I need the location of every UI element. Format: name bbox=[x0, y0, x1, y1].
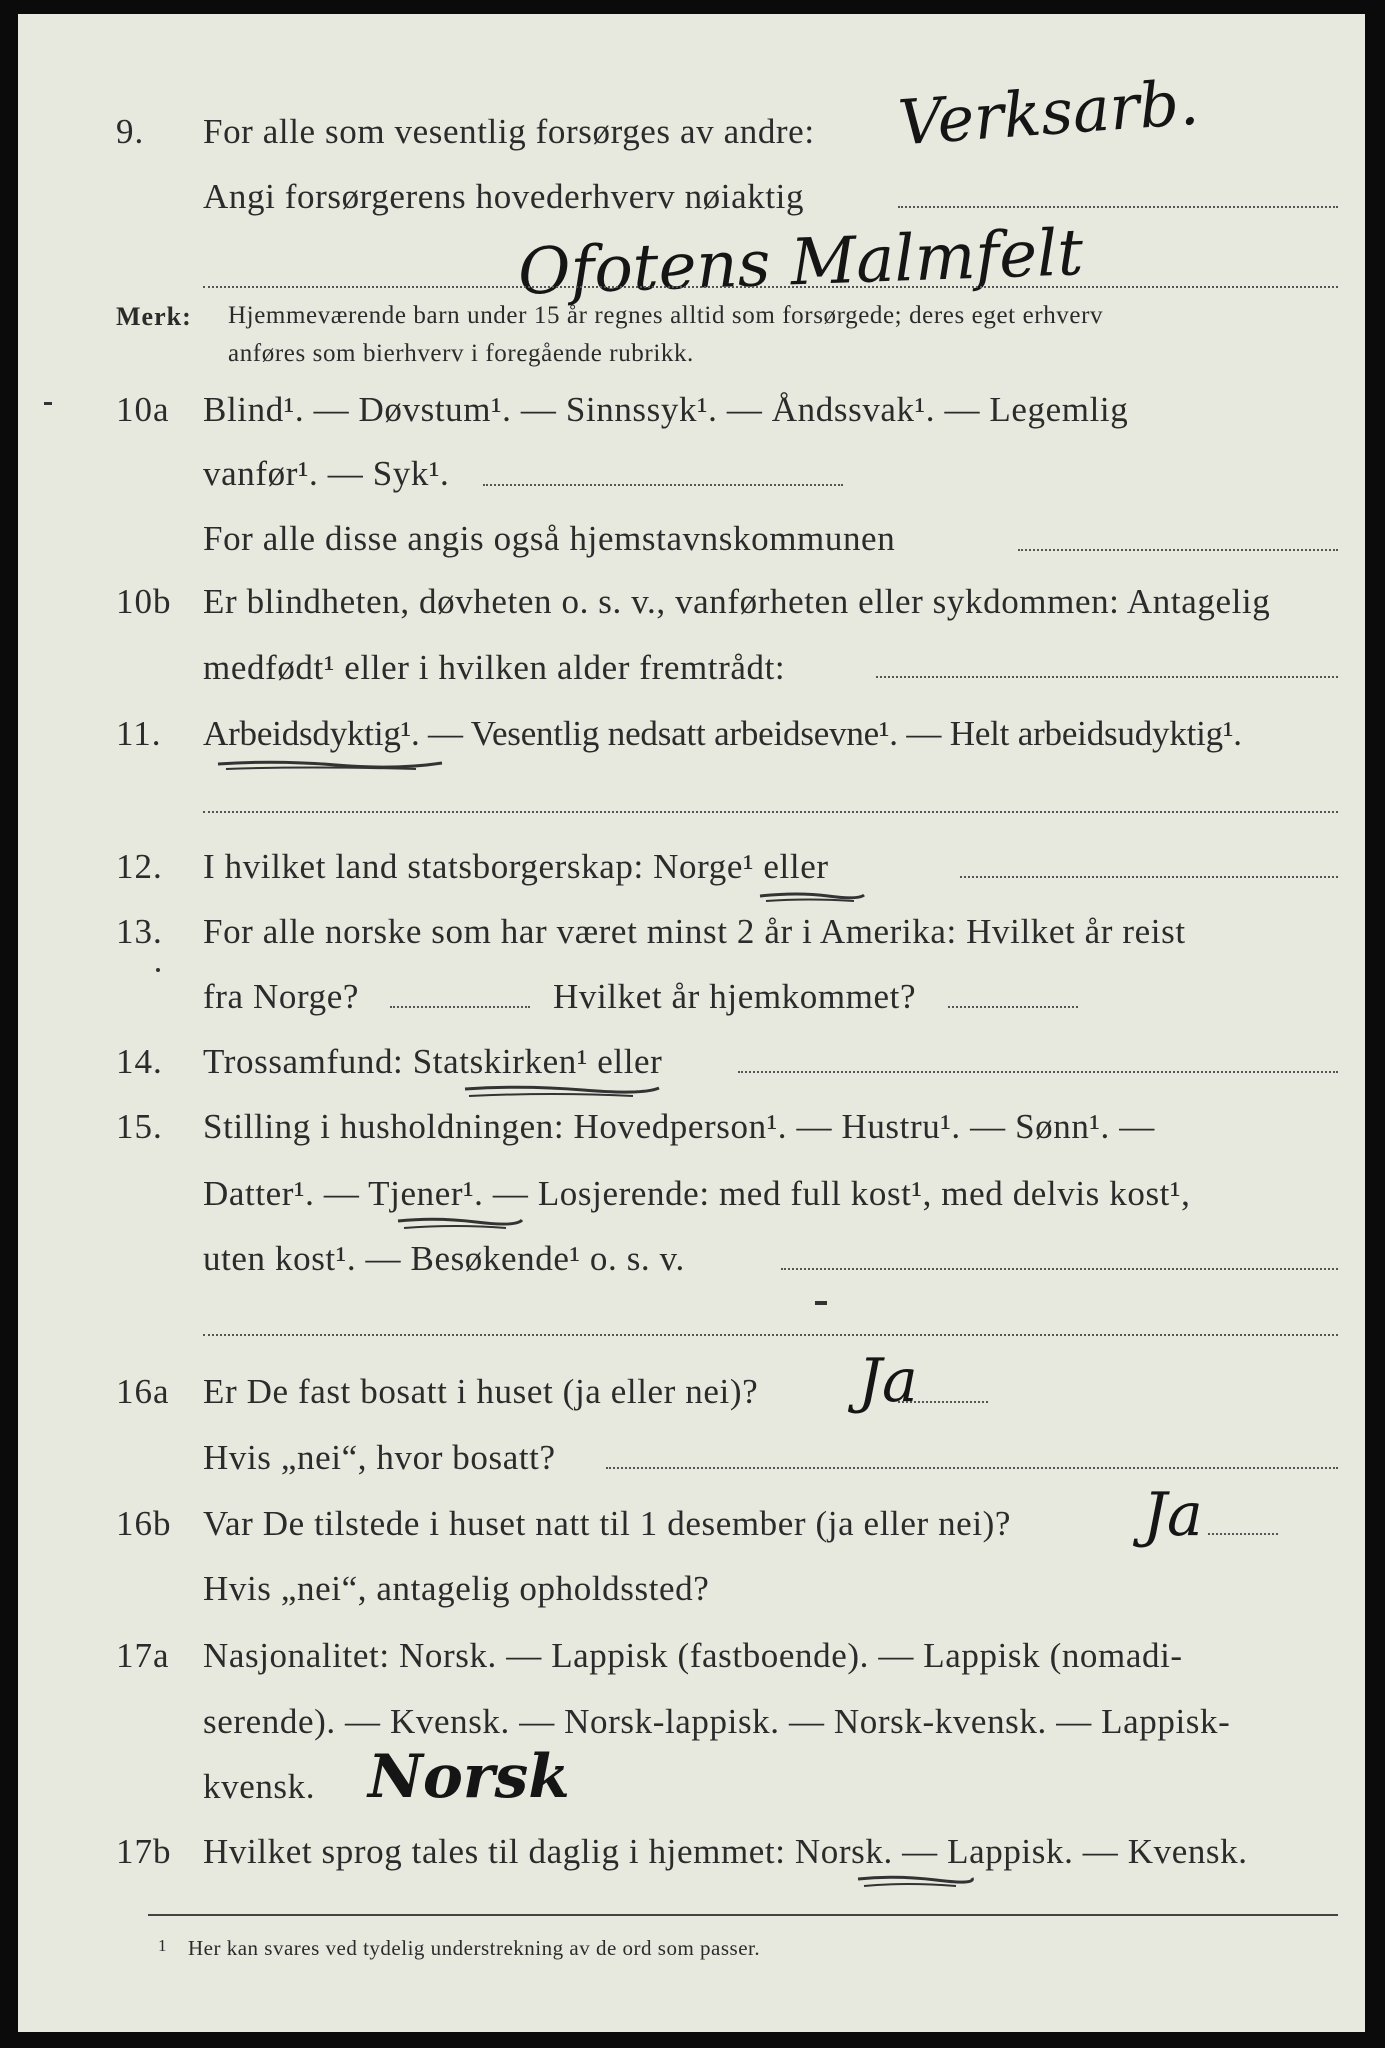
q14-number: 14. bbox=[116, 1042, 163, 1081]
margin-mark bbox=[44, 402, 52, 405]
q16b-number: 16b bbox=[116, 1504, 172, 1543]
merk-label: Merk: bbox=[116, 302, 192, 331]
q10b-line1: Er blindheten, døvheten o. s. v., vanførheten eller sykdommen: Antagelig bbox=[203, 582, 1271, 621]
census-form-page bbox=[18, 14, 1365, 2032]
q9-number: 9. bbox=[116, 112, 145, 151]
q17b-number: 17b bbox=[116, 1832, 172, 1871]
q15-line2: Datter¹. — Tjener¹. — Losjerende: med full kost¹, med delvis kost¹, bbox=[203, 1174, 1191, 1213]
q10b-answer-line bbox=[876, 676, 1338, 678]
q14-underline-statskirken bbox=[463, 1084, 663, 1100]
q13-reist-line bbox=[390, 1006, 530, 1008]
q9-text-line1: For alle som vesentlig forsørges av andre: bbox=[203, 112, 815, 151]
q16a-answer-line bbox=[898, 1401, 988, 1403]
q13-number: 13. bbox=[116, 912, 163, 951]
q11-underline-arbeidsdyktig bbox=[216, 758, 446, 772]
q10a-line2: vanfør¹. — Syk¹. bbox=[203, 454, 450, 493]
q16a-line2: Hvis „nei“, hvor bosatt? bbox=[203, 1438, 556, 1477]
q14-answer-line bbox=[738, 1071, 1338, 1073]
q10a-line3: For alle disse angis også hjemstavnskommunen bbox=[203, 519, 896, 558]
q10b-line2: medfødt¹ eller i hvilken alder fremtrådt: bbox=[203, 648, 786, 687]
footnote-separator bbox=[148, 1914, 1338, 1916]
q16b-handwritten-answer: Ja bbox=[1143, 1480, 1203, 1550]
q17a-line1: Nasjonalitet: Norsk. — Lappisk (fastboende). — Lappisk (nomadi- bbox=[203, 1636, 1183, 1675]
q9-handwritten-occupation: Verksarb. bbox=[895, 65, 1201, 160]
q17a-line3: kvensk. bbox=[203, 1767, 316, 1806]
q15-number: 15. bbox=[116, 1107, 163, 1146]
footnote-text: Her kan svares ved tydelig understrekning av de ord som passer. bbox=[188, 1936, 761, 1960]
q15-answer-line2 bbox=[203, 1334, 1338, 1336]
q17b-line1: Hvilket sprog tales til daglig i hjemmet: Norsk. — Lappisk. — Kvensk. bbox=[203, 1832, 1248, 1871]
q9-answer-line2 bbox=[203, 286, 1338, 288]
q10a-number: 10a bbox=[116, 390, 170, 429]
merk-line1: Hjemmeværende barn under 15 år regnes alltid som forsørgede; deres eget erhverv bbox=[228, 302, 1104, 329]
q10a-syk-line bbox=[483, 484, 843, 486]
q13-line1: For alle norske som har været minst 2 år i Amerika: Hvilket år reist bbox=[203, 912, 1186, 951]
q17a-handwritten-answer: Norsk bbox=[368, 1742, 570, 1812]
footnote-mark: 1 bbox=[158, 1936, 167, 1955]
q11-line1: Arbeidsdyktig¹. — Vesentlig nedsatt arbeidsevne¹. — Helt arbeidsudyktig¹. bbox=[203, 714, 1242, 753]
q14-line1: Trossamfund: Statskirken¹ eller bbox=[203, 1042, 663, 1081]
q12-answer-line bbox=[960, 876, 1338, 878]
q10a-kommune-line bbox=[1018, 549, 1338, 551]
q11-answer-line bbox=[203, 811, 1338, 813]
q16a-line1: Er De fast bosatt i huset (ja eller nei)? bbox=[203, 1372, 759, 1411]
margin-dot bbox=[156, 968, 160, 972]
q12-line1: I hvilket land statsborgerskap: Norge¹ eller bbox=[203, 847, 829, 886]
stray-mark bbox=[815, 1301, 827, 1305]
q16a-number: 16a bbox=[116, 1372, 170, 1411]
q9-text-line2: Angi forsørgerens hovederhverv nøiaktig bbox=[203, 177, 805, 216]
q17b-underline-norsk bbox=[856, 1874, 976, 1890]
q15-line3: uten kost¹. — Besøkende¹ o. s. v. bbox=[203, 1239, 685, 1278]
q15-line1: Stilling i husholdningen: Hovedperson¹. — Hustru¹. — Sønn¹. — bbox=[203, 1107, 1155, 1146]
q10a-line1: Blind¹. — Døvstum¹. — Sinnssyk¹. — Åndssvak¹. — Legemlig bbox=[203, 390, 1129, 429]
q16b-line1: Var De tilstede i huset natt til 1 desember (ja eller nei)? bbox=[203, 1504, 1012, 1543]
q13-line2a: fra Norge? bbox=[203, 977, 359, 1016]
q12-number: 12. bbox=[116, 847, 163, 886]
q12-underline-norge bbox=[758, 890, 868, 904]
q13-line2b: Hvilket år hjemkommet? bbox=[553, 977, 917, 1016]
q17a-number: 17a bbox=[116, 1636, 170, 1675]
q16a-handwritten-answer: Ja bbox=[858, 1346, 918, 1416]
q15-answer-line bbox=[781, 1268, 1338, 1270]
q10b-number: 10b bbox=[116, 582, 172, 621]
q16b-answer-line bbox=[1208, 1533, 1278, 1535]
q11-number: 11. bbox=[116, 714, 162, 753]
q16a-bosatt-line bbox=[606, 1467, 1338, 1469]
q9-answer-line bbox=[898, 206, 1338, 208]
q13-hjemkommet-line bbox=[948, 1006, 1078, 1008]
q16b-line2: Hvis „nei“, antagelig opholdssted? bbox=[203, 1569, 710, 1608]
q9-handwritten-employer: Ofotens Malmfelt bbox=[516, 216, 1085, 310]
q15-underline-tjener bbox=[396, 1216, 526, 1232]
q17a-line2: serende). — Kvensk. — Norsk-lappisk. — Norsk-kvensk. — Lappisk- bbox=[203, 1702, 1231, 1741]
merk-line2: anføres som bierhverv i foregående rubrikk. bbox=[228, 340, 694, 367]
